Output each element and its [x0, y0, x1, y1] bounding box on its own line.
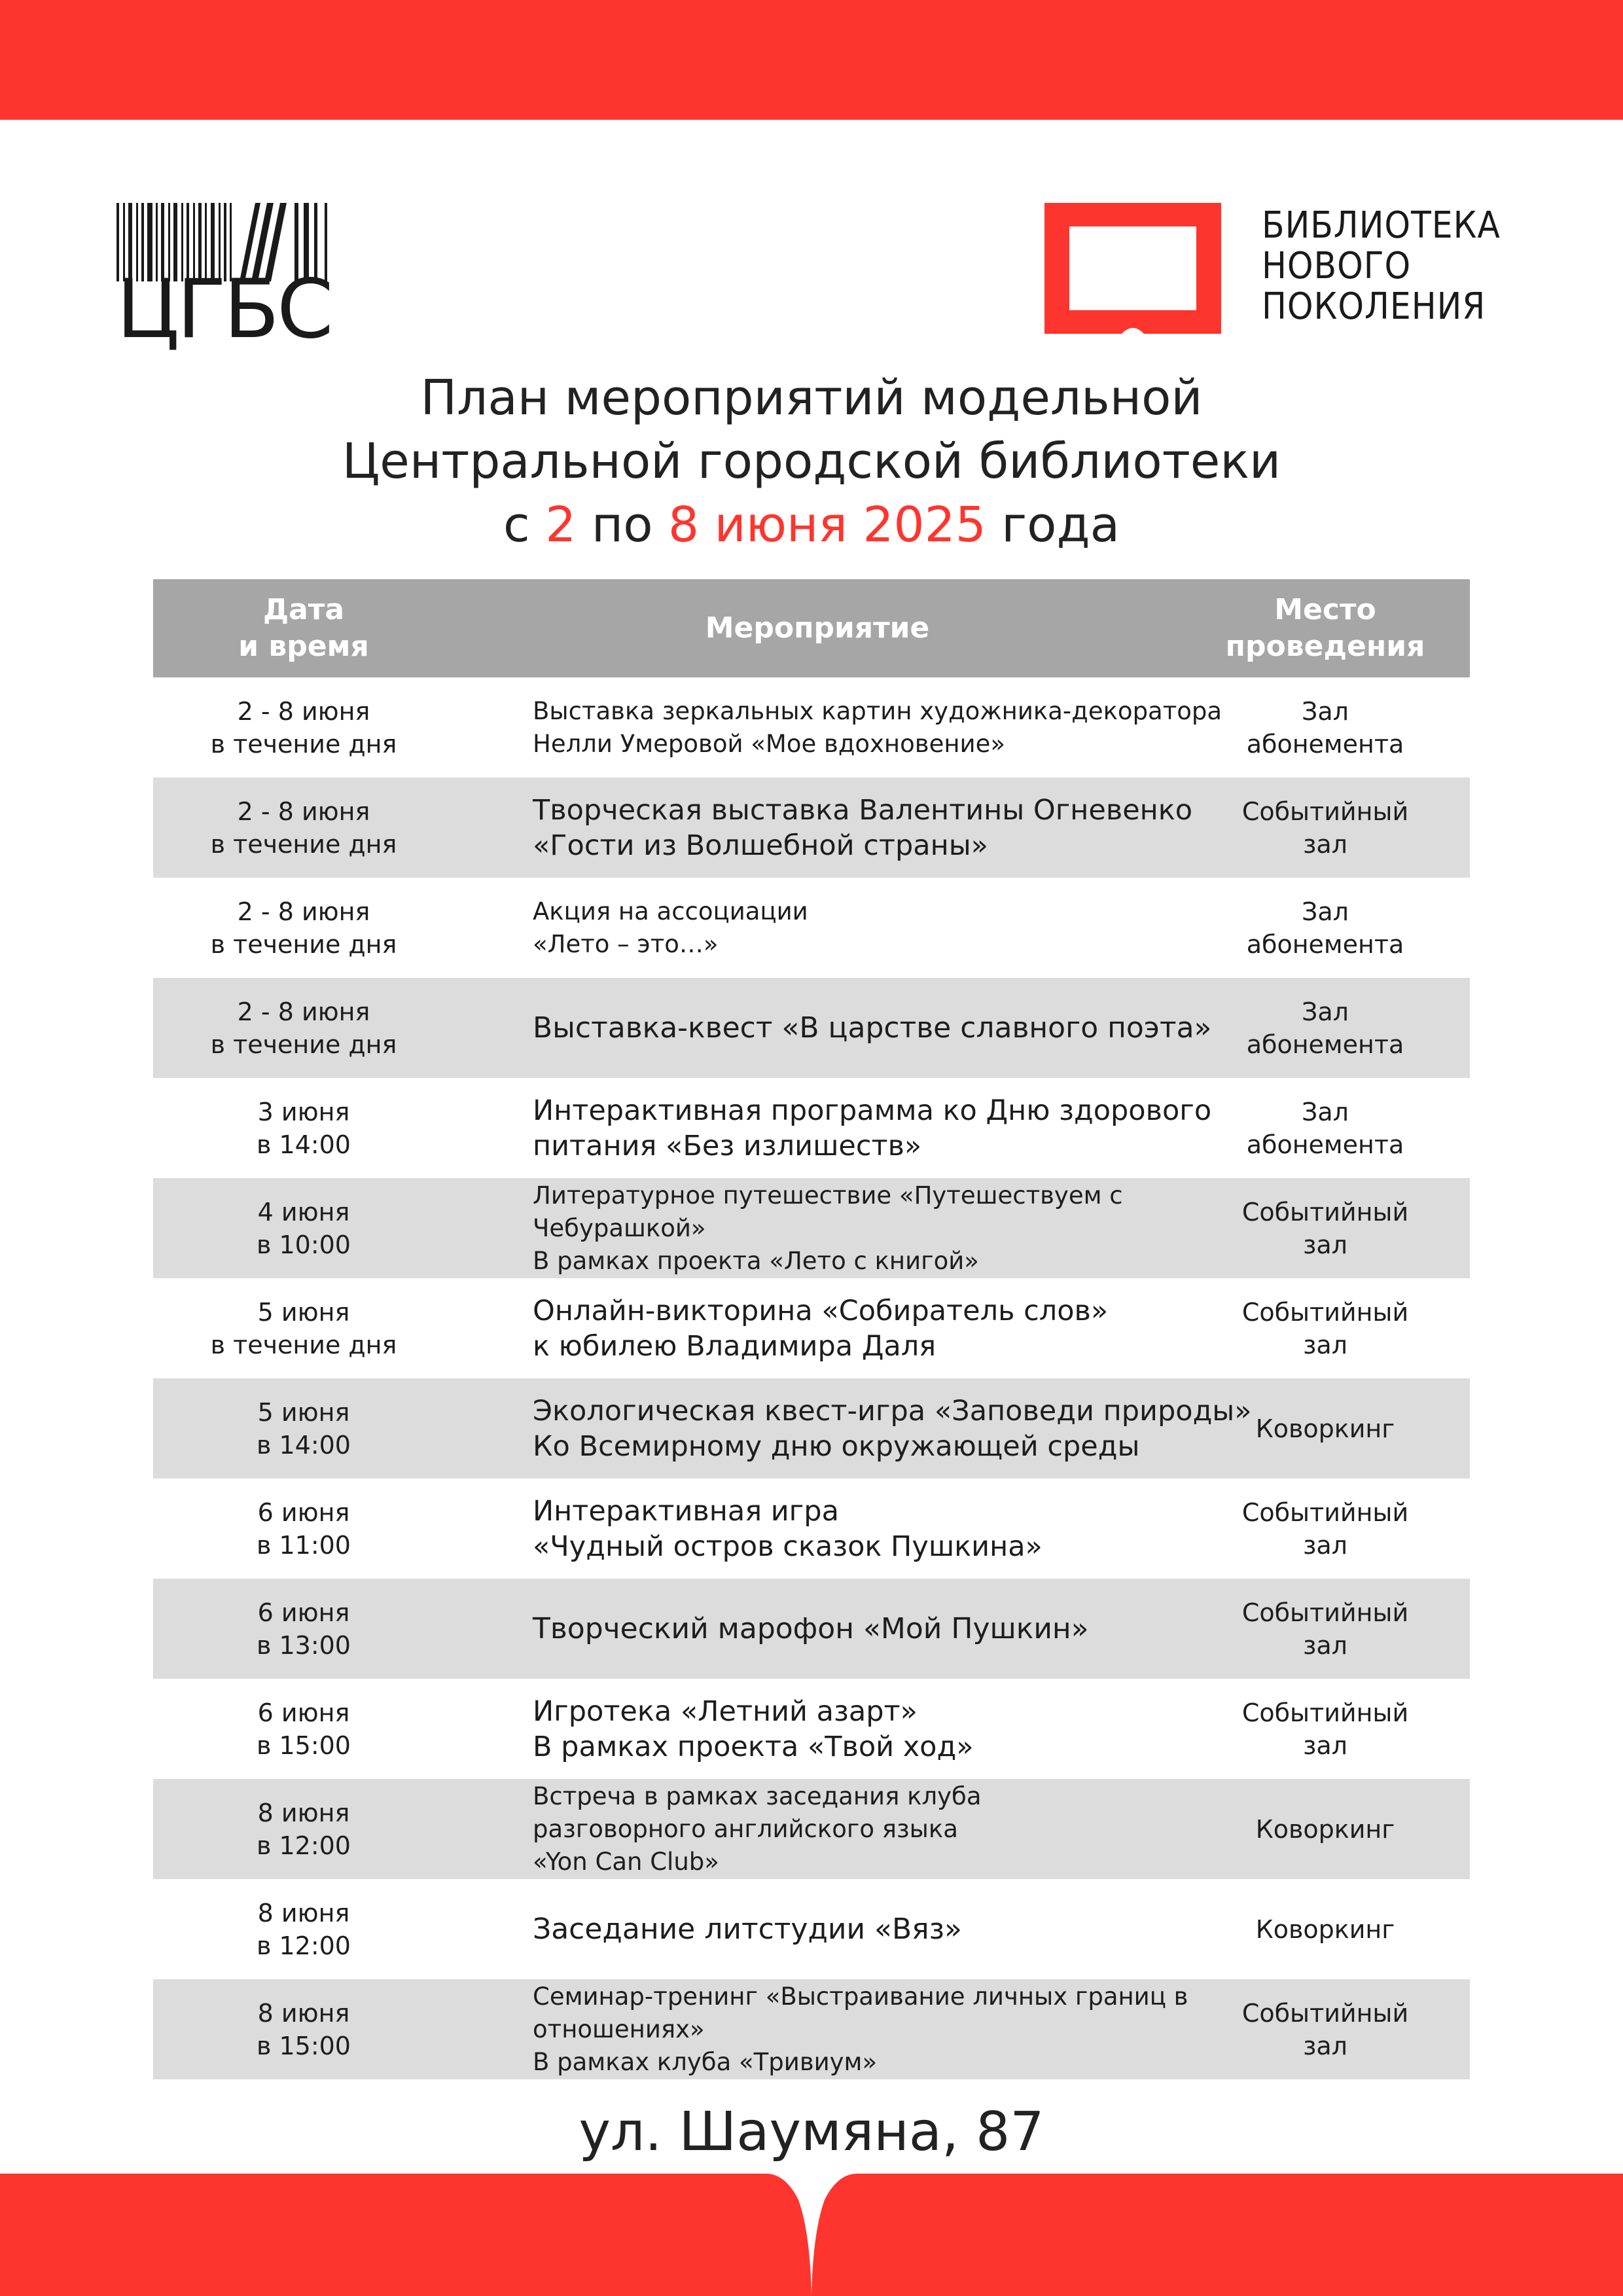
library-logo: [1044, 203, 1516, 337]
cell-place-line: зал: [1303, 1630, 1347, 1660]
title-date-to: 8 июня 2025: [668, 497, 986, 553]
cell-date-line: 2 - 8 июня: [237, 897, 370, 926]
cell-event-line: Встреча в рамках заседания клуба: [533, 1782, 982, 1810]
cell-place-line: Коворкинг: [1255, 1414, 1395, 1443]
table-row: [153, 778, 1470, 878]
cell-place-line: зал: [1303, 829, 1347, 859]
cell-date: [153, 1596, 454, 1662]
table-row: [153, 878, 1470, 978]
cell-place: [1181, 1813, 1470, 1846]
cell-event-line: к юбилею Владимира Даля: [533, 1329, 936, 1363]
cell-event-line: Интерактивная игра: [533, 1494, 839, 1528]
title-mid: по: [576, 497, 669, 553]
cell-date: [153, 1696, 454, 1762]
cell-place: [1181, 1997, 1470, 2062]
table-row: [153, 1779, 1470, 1879]
cell-date-line: 8 июня: [257, 1898, 350, 1928]
cell-place-line: абонемента: [1246, 729, 1404, 759]
cell-event-line: Заседание литстудии «Вяз»: [533, 1912, 962, 1946]
cell-date: [153, 1797, 454, 1862]
cgbs-logo: [116, 203, 332, 357]
cell-event-line: Выставка зеркальных картин художника-декоратора: [533, 696, 1222, 725]
header-event: [454, 610, 1181, 647]
table-row: [153, 1378, 1470, 1479]
cell-date: [153, 795, 454, 861]
cell-date-line: в 12:00: [257, 1831, 351, 1860]
open-book-icon: [1044, 203, 1221, 337]
cell-place-line: абонемента: [1246, 929, 1404, 959]
cell-event-line: Литературное путешествие «Путешествуем с: [533, 1181, 1123, 1210]
cell-date-line: в 14:00: [257, 1130, 351, 1159]
cell-place-line: зал: [1303, 1731, 1347, 1760]
bottom-red-band: [0, 2174, 1623, 2296]
table-row: [153, 978, 1470, 1078]
cell-date-line: 6 июня: [257, 1598, 350, 1627]
cell-place-line: Зал: [1302, 897, 1349, 926]
cell-date: [153, 1997, 454, 2062]
cell-date-line: в течение дня: [210, 929, 397, 959]
top-red-band: [0, 0, 1623, 120]
header-event-line: Мероприятие: [705, 611, 930, 645]
title-suffix: года: [986, 497, 1120, 553]
library-logo-line-2: НОВОГО: [1262, 245, 1412, 287]
cell-place-line: Событийный: [1241, 1498, 1409, 1527]
cell-event-line: «Yon Can Club»: [533, 1847, 719, 1876]
cell-event-line: Акция на ассоциации: [533, 897, 808, 925]
cgbs-logo-text: ЦГБС: [116, 262, 331, 357]
cell-event: [454, 1780, 1181, 1878]
cell-place-line: Зал: [1302, 696, 1349, 726]
header-place-line: Место: [1274, 593, 1376, 626]
title-line-1: План мероприятий модельной: [420, 370, 1203, 426]
table-row: [153, 1579, 1470, 1679]
cell-event: [454, 1093, 1212, 1164]
cell-date: [153, 1096, 454, 1161]
cell-date-line: в 15:00: [257, 1731, 351, 1760]
table-row: [153, 1479, 1470, 1579]
cell-place-line: абонемента: [1246, 1030, 1404, 1059]
cell-place: [1181, 1412, 1470, 1445]
cell-place-line: Событийный: [1241, 797, 1409, 826]
cell-date-line: в 12:00: [257, 1931, 351, 1960]
cell-event-line: Интерактивная программа ко Дню здорового: [533, 1094, 1212, 1127]
cell-place: [1181, 695, 1470, 761]
cell-place-line: Коворкинг: [1255, 1914, 1395, 1944]
cell-event-line: «Гости из Волшебной страны»: [533, 829, 988, 862]
library-logo-line-3: ПОКОЛЕНИЯ: [1262, 285, 1486, 328]
cell-event: [454, 793, 1193, 863]
cell-place-line: зал: [1303, 1330, 1347, 1359]
cell-date: [153, 1897, 454, 1962]
header-place: [1181, 592, 1470, 665]
cell-event: [454, 695, 1222, 761]
cell-date-line: 6 июня: [257, 1498, 350, 1527]
table-row: [153, 1679, 1470, 1779]
cell-event: [454, 1611, 1181, 1647]
cell-place-line: абонемента: [1246, 1130, 1404, 1159]
cell-date-line: в 14:00: [257, 1430, 351, 1460]
cell-event-line: «Лето – это…»: [533, 929, 719, 958]
cell-date-line: в 10:00: [257, 1230, 351, 1259]
cell-place: [1181, 1696, 1470, 1762]
header-date-line: Дата: [262, 593, 345, 626]
cell-date-line: в течение дня: [210, 1030, 397, 1059]
cell-place: [1181, 895, 1470, 961]
cell-date-line: в 11:00: [257, 1530, 351, 1560]
cell-event: [454, 895, 1181, 961]
cell-event-line: В рамках проекта «Лето с книгой»: [533, 1246, 979, 1275]
cell-date-line: 2 - 8 июня: [237, 997, 370, 1026]
cell-date: [153, 695, 454, 761]
cell-place: [1181, 1296, 1470, 1361]
cell-place-line: зал: [1303, 1530, 1347, 1560]
cell-date-line: 2 - 8 июня: [237, 696, 370, 726]
page-title: [0, 367, 1623, 557]
table-row: [153, 1178, 1470, 1278]
cell-event: [454, 1393, 1252, 1464]
cell-date-line: 6 июня: [257, 1698, 350, 1727]
cell-place-line: Событийный: [1241, 1197, 1409, 1227]
cell-event-line: Творческий марофон «Мой Пушкин»: [533, 1611, 1089, 1645]
cell-event-line: Творческая выставка Валентины Огневенко: [533, 793, 1193, 827]
cell-event-line: питания «Без излишеств»: [533, 1129, 922, 1162]
title-line-2: Центральной городской библиотеки: [342, 433, 1281, 490]
cell-date-line: 5 июня: [257, 1297, 350, 1327]
cell-place: [1181, 1196, 1470, 1261]
cell-event-line: Нелли Умеровой «Мое вдохновение»: [533, 729, 1005, 758]
cell-date-line: в течение дня: [210, 1330, 397, 1359]
events-table: [153, 579, 1470, 2079]
address: ул. Шаумяна, 87: [579, 2101, 1044, 2163]
cell-date-line: в 13:00: [257, 1630, 351, 1660]
cell-event-line: Ко Всемирному дню окружающей среды: [533, 1429, 1140, 1463]
cell-date-line: 2 - 8 июня: [237, 797, 370, 826]
cell-place-line: Событийный: [1241, 1598, 1409, 1627]
title-line-3: [0, 493, 1623, 557]
cell-date-line: в течение дня: [210, 729, 397, 759]
cell-date-line: 8 июня: [257, 1998, 350, 2028]
cell-date-line: 8 июня: [257, 1798, 350, 1827]
cell-place: [1181, 1596, 1470, 1662]
cell-date-line: в течение дня: [210, 829, 397, 859]
cell-date: [153, 1496, 454, 1562]
cell-event: [454, 1494, 1181, 1564]
table-row: [153, 1078, 1470, 1178]
cell-place-line: Событийный: [1241, 1297, 1409, 1327]
cell-event: [454, 1694, 1181, 1765]
cell-place: [1181, 1913, 1470, 1946]
cell-place-line: зал: [1303, 2031, 1347, 2060]
cell-event-line: В рамках проекта «Твой ход»: [533, 1730, 974, 1763]
cell-date: [153, 1196, 454, 1261]
cell-event-line: Онлайн-викторина «Собиратель слов»: [533, 1294, 1109, 1327]
cell-place: [1181, 1496, 1470, 1562]
cell-date: [153, 996, 454, 1061]
table-row: [153, 677, 1470, 778]
cell-place: [1181, 1096, 1470, 1161]
cell-place: [1181, 996, 1470, 1061]
cell-event-line: «Чудный остров сказок Пушкина»: [533, 1530, 1043, 1563]
header-date-line: и время: [238, 630, 369, 663]
cell-place-line: Событийный: [1241, 1998, 1409, 2028]
cell-event-line: Чебурашкой»: [533, 1213, 706, 1242]
title-date-from: 2: [545, 497, 577, 553]
cell-event-line: Семинар-тренинг «Выстраивание личных границ в: [533, 1982, 1188, 2011]
table-row: [153, 1278, 1470, 1378]
cell-place-line: Коворкинг: [1255, 1814, 1395, 1844]
cell-date: [153, 895, 454, 961]
cell-date-line: 4 июня: [257, 1197, 350, 1227]
table-header: [153, 579, 1470, 677]
cell-event: [454, 1179, 1181, 1278]
table-row: [153, 1979, 1470, 2079]
bottom-band-shape: [0, 2174, 1623, 2296]
cell-date: [153, 1396, 454, 1462]
cell-date: [153, 1296, 454, 1361]
cell-event: [454, 1293, 1181, 1364]
cell-date-line: в 15:00: [257, 2031, 351, 2060]
cell-event-line: разговорного английского языка: [533, 1814, 958, 1843]
cell-event-line: отношениях»: [533, 2015, 705, 2043]
cell-event-line: Экологическая квест-игра «Заповеди природы»: [533, 1394, 1252, 1427]
cell-event: [454, 1912, 1181, 1947]
cell-date-line: 5 июня: [257, 1397, 350, 1427]
title-prefix: с: [503, 497, 546, 553]
cell-place-line: зал: [1303, 1230, 1347, 1259]
table-row: [153, 1879, 1470, 1979]
cell-event: [454, 1981, 1188, 2079]
cell-event-line: В рамках клуба «Тривиум»: [533, 2047, 878, 2076]
header-place-line: проведения: [1225, 630, 1425, 663]
cell-date-line: 3 июня: [257, 1097, 350, 1126]
header-date: [153, 592, 454, 665]
cell-place-line: Зал: [1302, 997, 1349, 1026]
table-body: [153, 677, 1470, 2079]
library-logo-line-1: БИБЛИОТЕКА: [1262, 204, 1501, 247]
cell-event-line: Выставка-квест «В царстве славного поэта»: [533, 1011, 1212, 1045]
cell-place: [1181, 795, 1470, 861]
cell-event: [454, 1011, 1212, 1046]
cell-place-line: Зал: [1302, 1097, 1349, 1126]
cell-event-line: Игротека «Летний азарт»: [533, 1695, 918, 1728]
cell-place-line: Событийный: [1241, 1698, 1409, 1727]
